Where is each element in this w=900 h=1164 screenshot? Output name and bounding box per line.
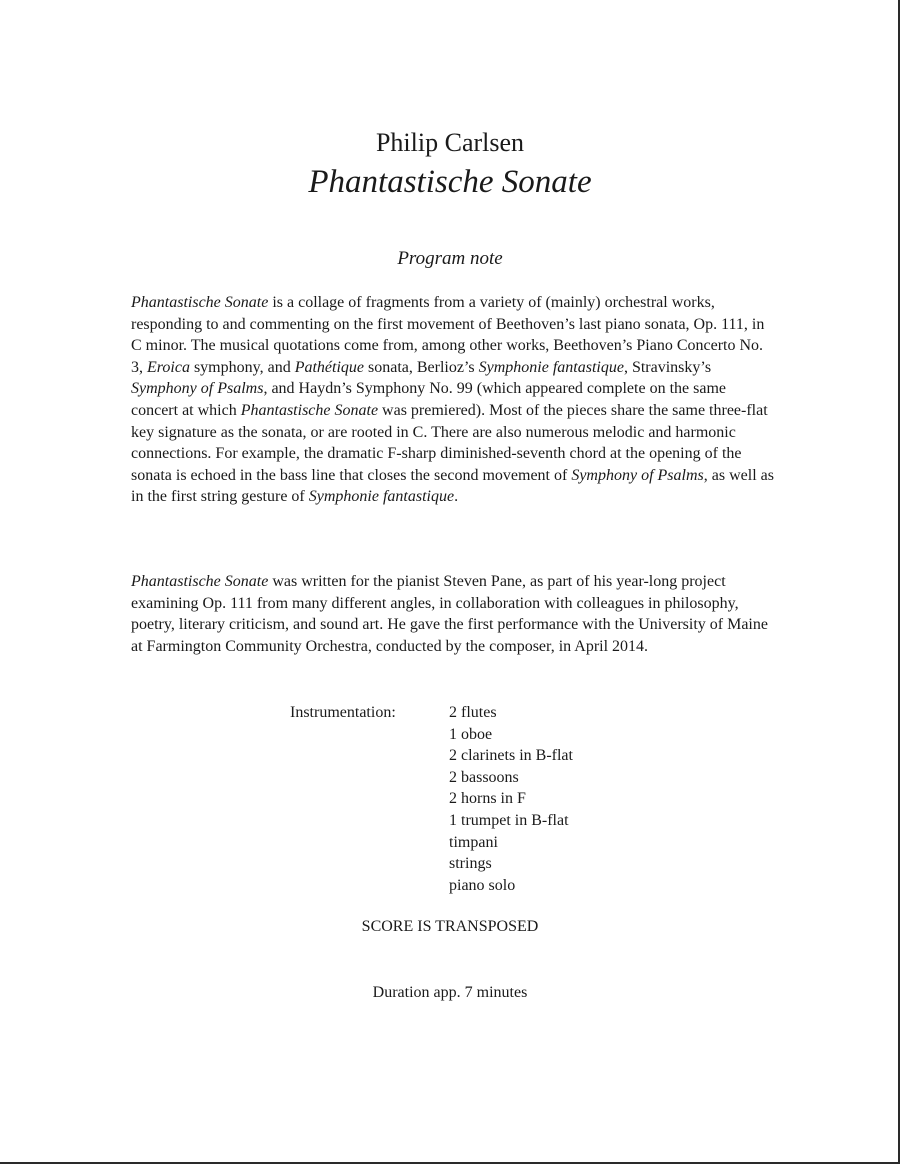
italic-work-title: Phantastische Sonate xyxy=(131,294,269,311)
instrument-item: 2 bassoons xyxy=(449,768,519,786)
italic-work-title: Phantastische Sonate xyxy=(240,401,379,419)
instrument-item: piano solo xyxy=(449,876,516,894)
instrument-item: 2 horns in F xyxy=(449,790,526,808)
text-segment: was written for the pianist Steven Pane, as part of his year-long project examining Op. 111 from many different angles, in collaboration with colleagues in philosophy, poetry, literary criticism, and sound art. He gave the first performance with the University of Maine at Farmington Community Orchestra, conducted by the composer, in April 2014. xyxy=(131,573,768,655)
italic-work-title: Pathétique xyxy=(294,358,364,376)
instrument-item: 1 oboe xyxy=(449,725,493,743)
italic-work-title: Symphonie fantastique xyxy=(478,358,624,376)
italic-work-title: Eroica xyxy=(147,358,190,376)
italic-work-title: Phantastische Sonate xyxy=(131,573,269,590)
text-segment: was premiered). Most of the pieces share the same three-flat key signature as the sonata, or are rooted in C. There are also numerous melodic and harmonic connections. For example, the dramatic F-sharp diminished-seventh chord at the opening of the sonata is echoed in the bass line that closes the second movement of xyxy=(131,401,768,484)
program-note-paragraph-1 xyxy=(131,292,776,508)
italic-work-title: Symphony of Psalms xyxy=(571,466,704,484)
text-segment: symphony, and xyxy=(189,358,295,376)
instrument-item: 2 clarinets in B-flat xyxy=(449,747,573,765)
text-segment: . xyxy=(454,488,459,506)
italic-work-title: Symphony of Psalms xyxy=(131,380,264,398)
program-note-paragraph-2 xyxy=(131,571,776,657)
text-segment: sonata, Berlioz’s xyxy=(364,358,479,376)
text-segment: , as well as in the first string gesture of xyxy=(131,466,774,506)
text-segment: , Stravinsky’s xyxy=(623,358,712,376)
instrumentation-list xyxy=(449,702,573,896)
instrument-item: strings xyxy=(449,855,492,873)
instrument-item: timpani xyxy=(449,833,498,851)
score-transposed-note: SCORE IS TRANSPOSED xyxy=(361,918,539,935)
work-title: Phantastische Sonate xyxy=(308,164,592,200)
text-segment: , and Haydn’s Symphony No. 99 (which appeared complete on the same concert at which xyxy=(131,380,726,419)
composer-name: Philip Carlsen xyxy=(375,128,525,157)
duration-note: Duration app. 7 minutes xyxy=(372,984,528,1001)
instrument-item: 2 flutes xyxy=(449,704,497,721)
program-note-heading: Program note xyxy=(397,248,503,269)
italic-work-title: Symphonie fantastique xyxy=(308,488,455,506)
text-segment: is a collage of fragments from a variety of (mainly) orchestral works, responding to and commenting on the first movement of Beethoven’s last piano sonata, Op. 111, in C minor. The musical quotations come from, among other works, Beethoven’s Piano Concerto No. 3, xyxy=(131,294,765,376)
instrument-item: 1 trumpet in B-flat xyxy=(449,811,569,829)
instrumentation-label: Instrumentation: xyxy=(290,704,396,721)
